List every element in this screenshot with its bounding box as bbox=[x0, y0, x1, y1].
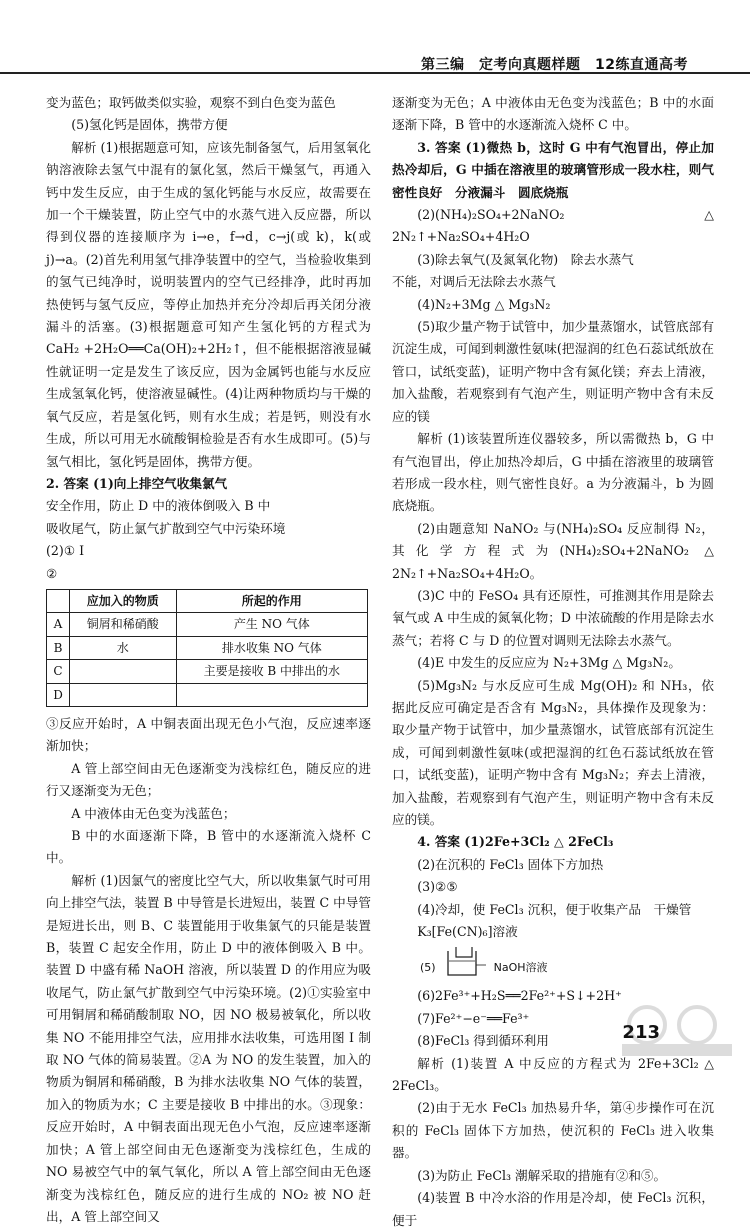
explanation-q4: 解析 (1)装置 A 中反应的方程式为 2Fe+3Cl₂ △ 2FeCl₃。 bbox=[392, 1055, 714, 1094]
text-line: A 中液体由无色变为浅蓝色； bbox=[71, 805, 236, 821]
text-line: (5)氢化钙是固体，携带方便 bbox=[71, 117, 228, 133]
header-title: 第三编 定考向真题样题 12练直通高考 bbox=[421, 57, 688, 73]
explanation-q2: 解析 (1)因氯气的密度比空气大，所以收集氯气时可用向上排空气法，装置 B 中导管是长进短出，装置 C 中导管是短进长出，则 B、C 装置能用于收集氯气的只能是装置 B，装置 C 起安全作用，防止 D 中的液体倒吸入 B 中。装置 D 中盛有稀 NaOH 溶液，所以装置 D 的作用应为吸收尾气，防止氯气扩散到空气中污染环境。(2)①实验室中可用铜屑和稀硝酸制取 NO，因 NO 极易被氧化，所以收集 NO 不能用排空气法，应用排水法收集，可选用图 Ⅰ 制取 NO 气体的简易装置。②A 为 NO 的发生装置，加入的物质为铜屑和稀硝酸，B 为排水法收集 NO 气体的装置，加入的物质为水；C 主要是接收 B 中排出的水。③现象：反应开始时，A 中铜表面出现无色小气泡，反应速率逐渐加快；A 管上部空间由无色逐渐变为浅棕红色，生成的 NO 易被空气中的氧气氧化，所以 A 管上部空间由无色逐渐变为浅棕红色，随反应的进行生成的 NO₂ 被 NO 赶出，A 管上部空间又 bbox=[46, 872, 371, 1224]
table-header-cell: 所起的作用 bbox=[176, 589, 367, 612]
table-row bbox=[47, 636, 368, 659]
page-number: 213 bbox=[622, 1022, 660, 1043]
answer-table bbox=[46, 589, 368, 707]
table-row bbox=[47, 613, 368, 636]
item-label: (5) bbox=[420, 961, 436, 975]
table-cell: D bbox=[47, 683, 70, 706]
text-line: (5)Mg₃N₂ 与水反应可生成 Mg(OH)₂ 和 NH₃，依据此反应可确定是否含有 Mg₃N₂，具体操作及现象为：取少量产物于试管中，加少量蒸馏水，试管底部有沉淀生成，可闻到刺激性氨味(或把湿润的红色石蕊试纸放在管口，试纸变蓝)，证明产物中含有 Mg₃N₂；弃去上清液，加入盐酸，若观察到有气泡产生，则证明产物中含有未反应的镁。 bbox=[392, 677, 714, 827]
text-line: (3)②⑤ bbox=[417, 879, 458, 895]
equation-line: (2)(NH₄)₂SO₄+2NaNO₂ △ 2N₂↑+Na₂SO₄+4H₂O bbox=[392, 207, 714, 245]
text-line: 吸收尾气，防止氯气扩散到空气中污染环境 bbox=[46, 520, 286, 536]
text-line: K₃[Fe(CN)₆]溶液 bbox=[417, 924, 518, 940]
equation-line: (6)2Fe³⁺+H₂S══2Fe²⁺+S↓+2H⁺ bbox=[417, 988, 622, 1004]
text-line: (5)取少量产物于试管中，加少量蒸馏水，试管底部有沉淀生成，可闻到刺激性氨味(把湿润的红色石蕊试纸放在管口，试纸变蓝)，证明产物中含有氮化镁；弃去上清液，加入盐酸，若观察到有气泡产生，则证明产物中含有未反应的镁 bbox=[392, 319, 714, 424]
text-line: (3)为防止 FeCl₃ 潮解采取的措施有②和⑤。 bbox=[417, 1167, 667, 1183]
text-line: ③反应开始时，A 中铜表面出现无色小气泡，反应速率逐渐加快； bbox=[46, 715, 371, 754]
beaker-icon bbox=[442, 945, 488, 979]
equation-line: (7)Fe²⁺−e⁻══Fe³⁺ bbox=[417, 1010, 530, 1026]
left-column bbox=[46, 92, 371, 1228]
table-cell bbox=[70, 660, 177, 683]
table-header-row bbox=[47, 589, 368, 612]
text-line: (3)C 中的 FeSO₄ 具有还原性，可推测其作用是除去氧气或 A 中生成的氮氧化物；D 中浓硫酸的作用是除去水蒸气；若将 C 与 D 的位置对调则无法除去水蒸气。 bbox=[392, 587, 714, 648]
watermark-logo-icon bbox=[612, 1000, 742, 1060]
text-line: (2)① Ⅰ bbox=[46, 543, 85, 559]
table-cell: 主要是接收 B 中排出的水 bbox=[176, 660, 367, 683]
page-header bbox=[0, 0, 750, 90]
answer-q2: 2. 答案 (1)向上排空气收集氯气 bbox=[46, 475, 228, 491]
text-line: (2)在沉积的 FeCl₃ 固体下方加热 bbox=[417, 856, 604, 872]
table-cell bbox=[176, 683, 367, 706]
table-header-cell: 应加入的物质 bbox=[70, 589, 177, 612]
text-line: (2)由于无水 FeCl₃ 加热易升华，第④步操作可在沉积的 FeCl₃ 固体下方加热，使沉积的 FeCl₃ 进入收集器。 bbox=[392, 1100, 714, 1161]
answer-q3: 3. 答案 (1)微热 b，这时 G 中有气泡冒出，停止加热冷却后，G 中插在溶液里的玻璃管形成一段水柱，则气密性良好 分液漏斗 圆底烧瓶 bbox=[392, 139, 714, 200]
text-line: 安全作用，防止 D 中的液体倒吸入 B 中 bbox=[46, 498, 271, 514]
text-line: ② bbox=[46, 565, 58, 581]
text-line: (4)冷却，使 FeCl₃ 沉积，便于收集产品 干燥管 bbox=[417, 901, 692, 917]
table-row bbox=[47, 660, 368, 683]
equation-line: (4)E 中发生的反应应为 N₂+3Mg △ Mg₃N₂。 bbox=[417, 655, 681, 671]
table-cell: 产生 NO 气体 bbox=[176, 613, 367, 636]
table-cell: 水 bbox=[70, 636, 177, 659]
table-cell: C bbox=[47, 660, 70, 683]
text-line: 逐渐变为无色；A 中液体由无色变为浅蓝色；B 中的水面逐渐下降，B 管中的水逐渐流入烧杯 C 中。 bbox=[392, 95, 714, 133]
equation-line: (4)N₂+3Mg △ Mg₃N₂ bbox=[417, 296, 551, 312]
explanation-q1: 解析 (1)根据题意可知，应该先制备氢气，后用氢氧化钠溶液除去氢气中混有的氯化氢，然后干燥氢气，再通入钙中发生反应，由于生成的氢化钙能与水反应，故需要在加一个干燥装置，防止空气中的水蒸气进入反应器，所以得到仪器的连接顺序为 i→e，f→d，c→j(或 k)，k(或 j)→a。(2)首先利用氢气排净装置中的空气，当检验收集到的氢气已纯净时，说明装置内的空气已经排净，此时再加热使钙与氢气反应，等停止加热并充分冷却后再关闭分液漏斗的活塞。(3)根据题意可知产生氢化钙的方程式为 CaH₂ +2H₂O══Ca(OH)₂+2H₂↑，但不能根据溶液显碱性就证明一定是发生了该反应，因为金属钙也能与水反应生成氢氧化钙，使溶液显碱性。(4)让两种物质均与干燥的氧气反应，若是氢化钙，则有水生成；若是钙，则没有水生成，所以可用无水硫酸铜检验是否有水生成即可。(5)与氢气相比，氢化钙是固体，携带方便。 bbox=[46, 139, 371, 469]
text-line: 不能，对调后无法除去水蒸气 bbox=[392, 274, 556, 290]
text-line: (2)由题意知 NaNO₂ 与(NH₄)₂SO₄ 反应制得 N₂，其化学方程式为(NH₄)₂SO₄+2NaNO₂ △ 2N₂↑+Na₂SO₄+4H₂O。 bbox=[392, 520, 714, 581]
text-line: (8)FeCl₃ 得到循环利用 bbox=[417, 1033, 549, 1049]
table-cell: 排水收集 NO 气体 bbox=[176, 636, 367, 659]
answer-q4: 4. 答案 (1)2Fe+3Cl₂ △ 2FeCl₃ bbox=[417, 834, 614, 850]
table-cell: B bbox=[47, 636, 70, 659]
table-row bbox=[47, 683, 368, 706]
table-cell: A bbox=[47, 613, 70, 636]
text-line: 变为蓝色；取钙做类似实验，观察不到白色变为蓝色 bbox=[46, 95, 336, 110]
table-cell bbox=[70, 683, 177, 706]
naoh-beaker-diagram bbox=[420, 945, 714, 979]
text-line: B 中的水面逐渐下降，B 管中的水逐渐流入烧杯 C 中。 bbox=[46, 828, 371, 866]
table-header-cell bbox=[47, 589, 70, 612]
explanation-q3: 解析 (1)该装置所连仪器较多，所以需微热 b，G 中有气泡冒出，停止加热冷却后，G 中插在溶液里的玻璃管若形成一段水柱，则气密性良好。a 为分液漏斗，b 为圆底烧瓶。 bbox=[392, 431, 714, 514]
text-line: (4)装置 B 中冷水浴的作用是冷却，使 FeCl₃ 沉积，便于 bbox=[392, 1190, 714, 1228]
table-cell: 铜屑和稀硝酸 bbox=[70, 613, 177, 636]
naoh-label: NaOH溶液 bbox=[493, 961, 548, 975]
text-line: A 管上部空间由无色逐渐变为浅棕红色，随反应的进行又逐渐变为无色； bbox=[46, 760, 371, 799]
text-line: (3)除去氧气(及氮氧化物) 除去水蒸气 bbox=[417, 251, 634, 267]
header-rule bbox=[0, 72, 750, 74]
